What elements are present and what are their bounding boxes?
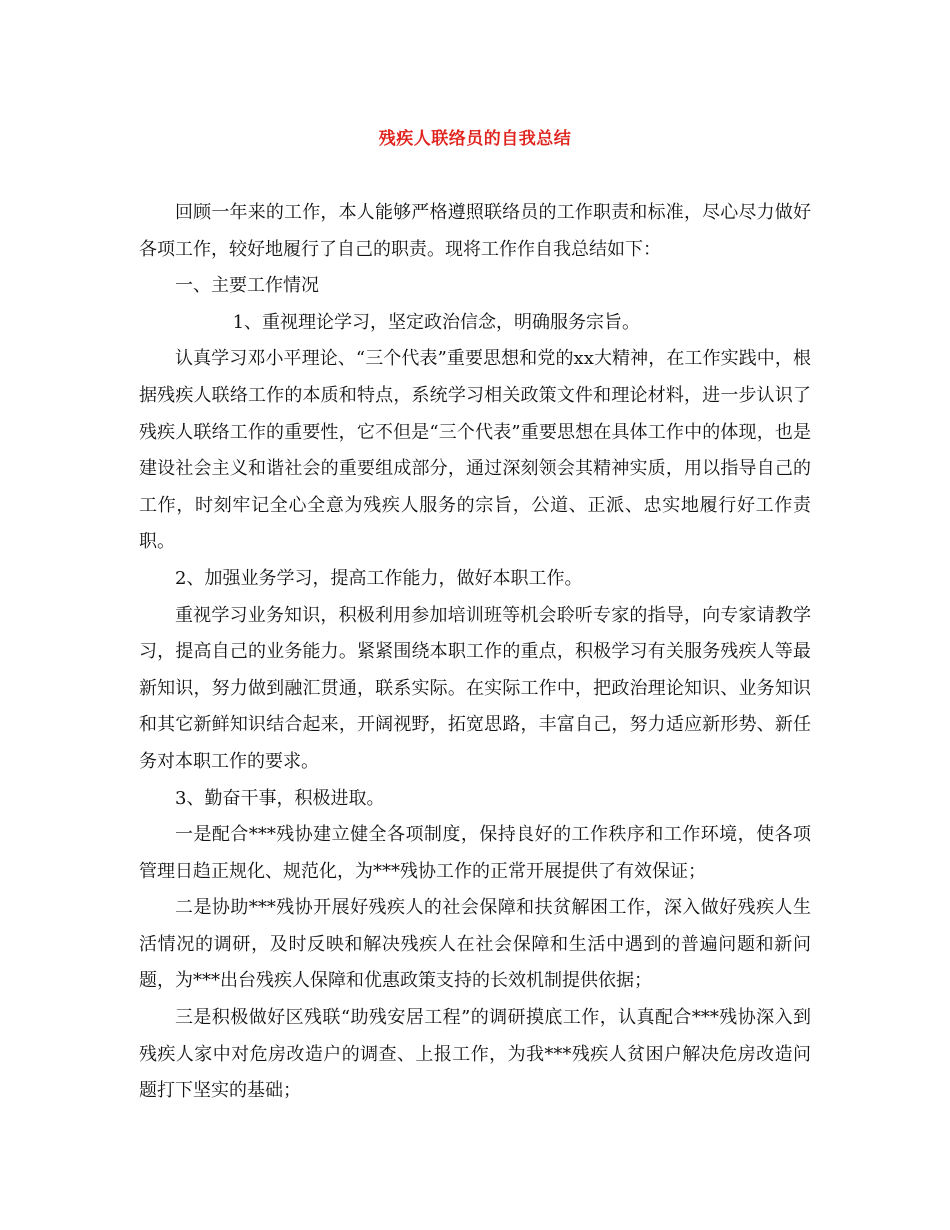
document-body [139,195,811,1110]
section-heading: 一、主要工作情况 [175,275,319,297]
body-paragraph: 二是协助***残协开展好残疾人的社会保障和扶贫解困工作，深入做好残疾人生活情况的调研，及时反映和解决残疾人在社会保障和生活中遇到的普遍问题和新问题，为***出台残疾人保障和优惠政策支持的长效机制提供依据； [139,897,811,992]
body-paragraph: 重视学习业务知识，积极利用参加培训班等机会聆听专家的指导，向专家请教学习，提高自己的业务能力。紧紧围绕本职工作的重点，积极学习有关服务残疾人等最新知识，努力做到融汇贯通，联系实际。在实际工作中，把政治理论知识、业务知识和其它新鲜知识结合起来，开阔视野，拓宽思路，丰富自己，努力适应新形势、新任务对本职工作的要求。 [139,604,811,772]
body-paragraph: 一是配合***残协建立健全各项制度，保持良好的工作秩序和工作环境，使各项管理日趋正规化、规范化，为***残协工作的正常开展提供了有效保证； [139,824,811,882]
body-paragraph: 认真学习邓小平理论、“三个代表”重要思想和党的xx大精神，在工作实践中，根据残疾人联络工作的本质和特点，系统学习相关政策文件和理论材料，进一步认识了残疾人联络工作的重要性，它不但是“三个代表”重要思想在具体工作中的体现，也是建设社会主义和谐社会的重要组成部分，通过深刻领会其精神实质，用以指导自己的工作，时刻牢记全心全意为残疾人服务的宗旨，公道、正派、忠实地履行好工作责职。 [139,348,811,553]
body-paragraph: 三是积极做好区残联“助残安居工程”的调研摸底工作，认真配合***残协深入到残疾人家中对危房改造户的调查、上报工作，为我***残疾人贫困户解决危房改造问题打下坚实的基础； [139,1007,811,1102]
intro-paragraph: 回顾一年来的工作，本人能够严格遵照联络员的工作职责和标准，尽心尽力做好各项工作，较好地履行了自己的职责。现将工作作自我总结如下： [139,202,811,260]
subsection-heading-3: 3、勤奋干事，积极进取。 [175,787,385,809]
subsection-heading-1: 1、重视理论学习，坚定政治信念，明确服务宗旨。 [232,311,641,333]
document-title: 残疾人联络员的自我总结 [378,129,572,149]
subsection-heading-2: 2、加强业务学习，提高工作能力，做好本职工作。 [175,567,583,589]
